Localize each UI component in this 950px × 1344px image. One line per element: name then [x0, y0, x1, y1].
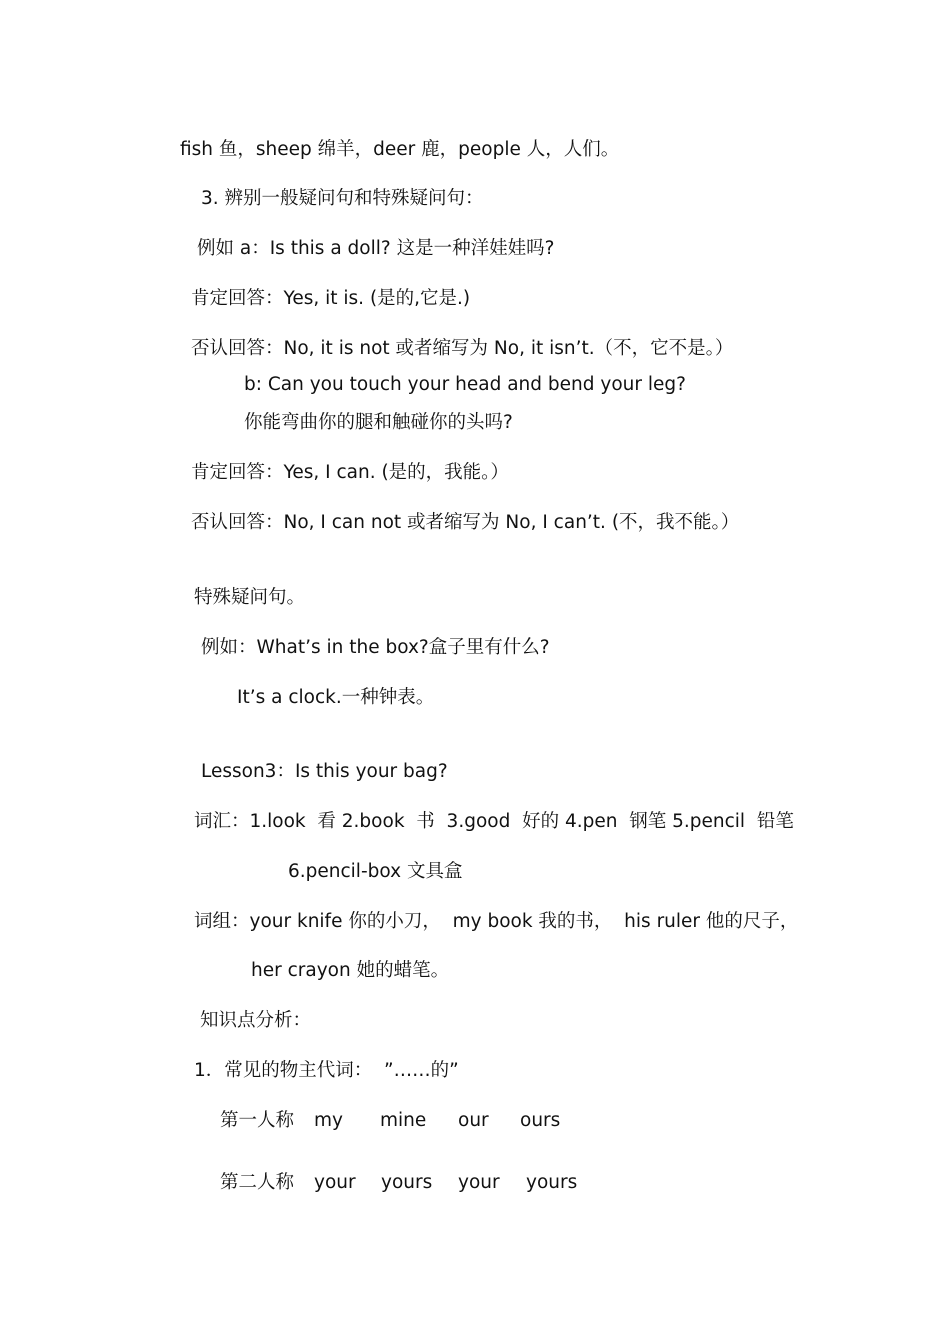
pronoun-cell: yours — [526, 1172, 578, 1193]
pronoun-cell: yours — [381, 1172, 433, 1193]
possessive-pronouns-heading: 1．常见的物主代词： ”……的” — [194, 1060, 459, 1081]
example-b-translation: 你能弯曲你的腿和触碰你的头吗? — [244, 412, 513, 433]
wh-question-heading: 特殊疑问句。 — [194, 587, 306, 608]
vocabulary-line: 词汇：1.look 看 2.book 书 3.good 好的 4.pen 钢笔 5.pencil 铅笔 — [194, 811, 794, 832]
positive-answer-b: 肯定回答：Yes, I can. (是的，我能。） — [191, 462, 509, 483]
vocabulary-line-2: 6.pencil-box 文具盒 — [288, 861, 463, 882]
knowledge-analysis-heading: 知识点分析： — [200, 1010, 312, 1031]
pronoun-row-label: 第二人称 — [220, 1172, 295, 1193]
phrases-line-2: her crayon 她的蜡笔。 — [251, 960, 450, 981]
pronoun-row-label: 第一人称 — [220, 1110, 295, 1131]
pronoun-cell: your — [458, 1172, 500, 1193]
negative-answer-a: 否认回答：No, it is not 或者缩写为 No, it isn’t.（不，它不是。） — [191, 338, 734, 359]
section-3-heading: 3. 辨别一般疑问句和特殊疑问句： — [201, 188, 484, 209]
negative-answer-b: 否认回答：No, I can not 或者缩写为 No, I can’t. (不，我不能。） — [191, 512, 740, 533]
pronoun-cell: our — [458, 1110, 489, 1131]
pronoun-cell: ours — [520, 1110, 561, 1131]
plural-nouns-line: fish 鱼，sheep 绵羊，deer 鹿，people 人，人们。 — [180, 139, 620, 160]
wh-question-answer: It’s a clock.一种钟表。 — [237, 687, 435, 708]
phrases-line: 词组：your knife 你的小刀， my book 我的书， his ruler 他的尺子， — [194, 911, 799, 932]
example-a-question: 例如 a：Is this a doll? 这是一种洋娃娃吗? — [197, 238, 555, 259]
wh-question-example: 例如：What’s in the box?盒子里有什么? — [201, 637, 550, 658]
positive-answer-a: 肯定回答：Yes, it is. (是的,它是.) — [191, 288, 471, 309]
lesson-3-title: Lesson3：Is this your bag? — [201, 761, 448, 782]
pronoun-cell: my — [314, 1110, 343, 1131]
example-b-question: b: Can you touch your head and bend your leg? — [244, 374, 686, 395]
pronoun-cell: your — [314, 1172, 356, 1193]
pronoun-cell: mine — [380, 1110, 427, 1131]
